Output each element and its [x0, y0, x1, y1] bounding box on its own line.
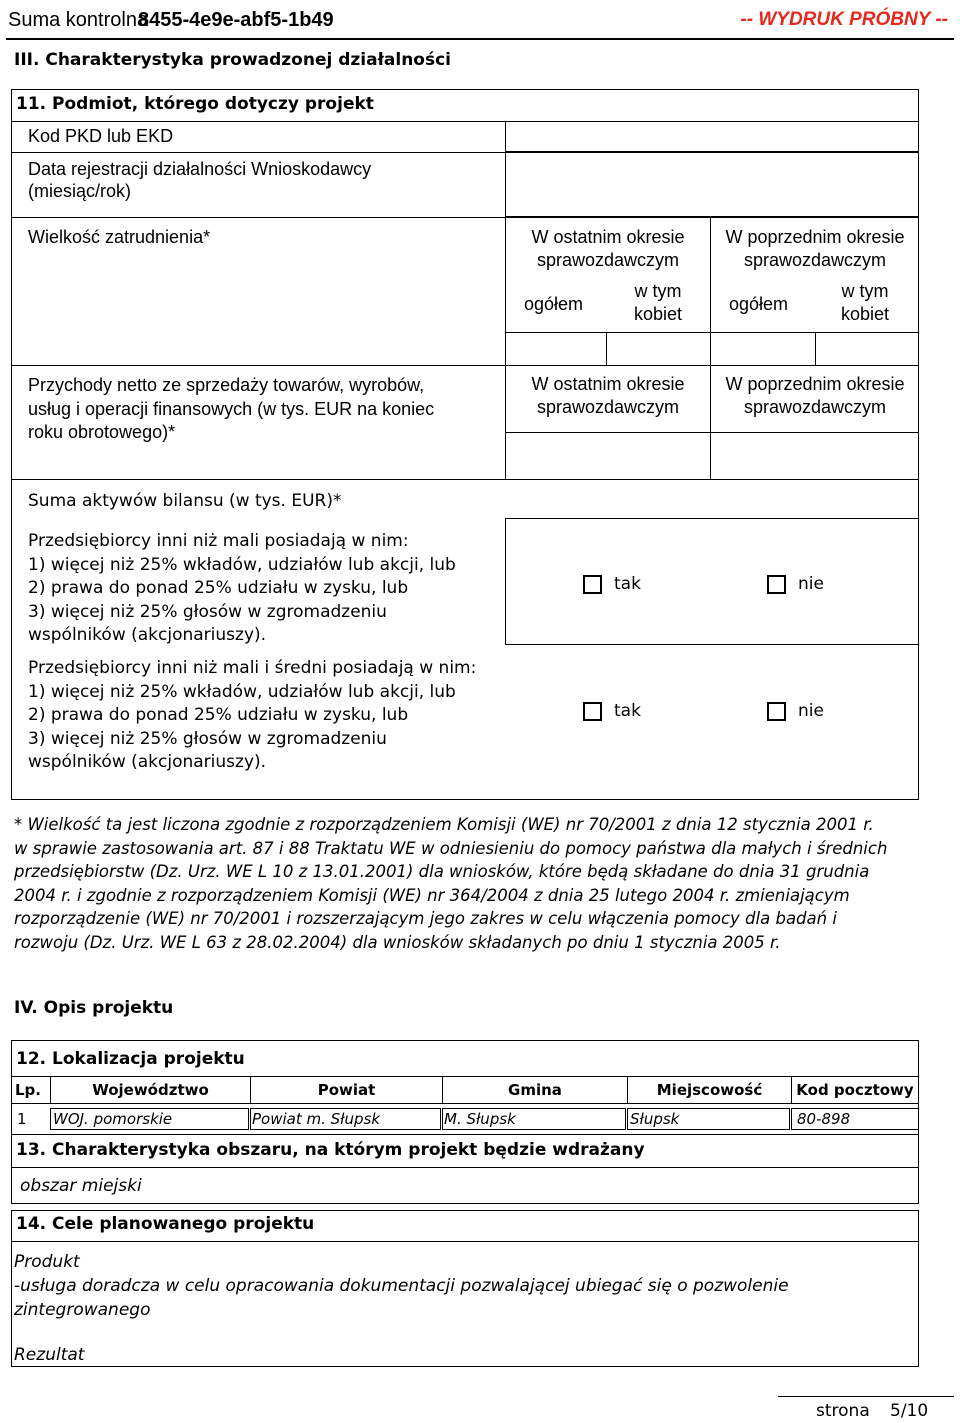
divider	[11, 1167, 919, 1168]
employment-last-women-input[interactable]	[606, 332, 711, 366]
footnote: * Wielkość ta jest liczona zgodnie z rozporządzeniem Komisji (WE) nr 70/2001 z dnia 12 stycznia 2001 r. w sprawie zastosowania art. 87 i 88 Traktatu WE w odniesieniu do pomocy państwa dla małych i średnich przedsiębiorstw (Dz. Urz. WE L 10 z 13.01.2001) dla wniosków, które będą składane do dnia 31 grudnia 2004 r. i zgodnie z rozporządzeniem Komisji (WE) nr 364/2004 z dnia 25 lutego 2004 r. zmieniającym rozporządzenie (WE) nr 70/2001 i rozszerzającym jego zakres w celu włączenia pomocy dla badań i rozwoju (Dz. Urz. WE L 63 z 28.02.2004) dla wniosków składanych po dniu 1 stycznia 2005 r.	[14, 815, 888, 952]
q1-yes-checkbox[interactable]	[583, 575, 602, 594]
result-label: Rezultat	[14, 1345, 85, 1365]
header-postal-code: Kod pocztowy	[796, 1081, 914, 1099]
header-county: Powiat	[317, 1081, 376, 1099]
assets-label: Suma aktywów bilansu (w tys. EUR)*	[28, 491, 342, 511]
q2-no-checkbox[interactable]	[767, 702, 786, 721]
revenue-last-period-cell	[505, 365, 711, 433]
section-13-title: 13. Charakterystyka obszaru, na którym projekt będzie wdrażany	[16, 1140, 645, 1160]
pkd-label: Kod PKD lub EKD	[28, 126, 174, 146]
employment-prev-period-header: W poprzednim okresie sprawozdawczym	[725, 227, 905, 270]
registration-date-label: Data rejestracji działalności Wnioskodawcy (miesiąc/rok)	[28, 159, 372, 201]
header-commune: Gmina	[508, 1081, 562, 1099]
ownership-question-2: Przedsiębiorcy inni niż mali i średni posiadają w nim: 1) więcej niż 25% wkładów, udziałów lub akcji, lub 2) prawa do ponad 25% udziału w zysku, lub 3) więcej niż 25% głosów w zgromadzeniu wspólników (akcjonariuszy).	[28, 658, 477, 772]
divider	[11, 217, 919, 218]
area-type-value: obszar miejski	[20, 1176, 142, 1196]
page-label: strona	[816, 1401, 870, 1421]
section-14-title: 14. Cele planowanego projektu	[16, 1214, 315, 1234]
row-postal-code: 80-898	[797, 1110, 851, 1128]
product-text: -usługa doradcza w celu opracowania dokumentacji pozwalającej ubiegać się o pozwolenie zintegrowanego	[14, 1276, 789, 1320]
employment-prev-women-label: w tym kobiet	[840, 281, 890, 324]
section-12-title: 12. Lokalizacja projektu	[16, 1049, 245, 1069]
employment-last-women-label: w tym kobiet	[633, 281, 683, 324]
row-lp: 1	[17, 1110, 27, 1128]
footer-divider	[778, 1396, 954, 1397]
employment-label: Wielkość zatrudnienia*	[28, 227, 211, 247]
page-number: 5/10	[890, 1401, 929, 1421]
row-county: Powiat m. Słupsk	[252, 1110, 381, 1128]
employment-last-total-label: ogółem	[524, 294, 584, 314]
q1-no-label: nie	[798, 574, 824, 594]
divider	[505, 518, 506, 645]
ownership-question-1: Przedsiębiorcy inni niż mali posiadają w nim: 1) więcej niż 25% wkładów, udziałów lub akcji, lub 2) prawa do ponad 25% udziału w zysku, lub 3) więcej niż 25% głosów w zgromadzeniu wspólników (akcjonariuszy).	[28, 531, 456, 645]
header-lp: Lp.	[15, 1081, 41, 1099]
registration-date-input[interactable]	[505, 152, 919, 217]
checksum-value: 8455-4e9e-abf5-1b49	[138, 9, 334, 31]
employment-prev-total-input[interactable]	[710, 332, 816, 366]
row-locality: Słupsk	[630, 1110, 680, 1128]
q2-yes-checkbox[interactable]	[583, 702, 602, 721]
section-3-title: III. Charakterystyka prowadzonej działalności	[14, 50, 452, 70]
pkd-input[interactable]	[505, 121, 919, 152]
employment-prev-women-input[interactable]	[815, 332, 919, 366]
header-locality: Miejscowość	[656, 1081, 763, 1099]
divider	[11, 479, 919, 480]
revenue-label: Przychody netto ze sprzedaży towarów, wyrobów, usług i operacji finansowych (w tys. EUR na koniec roku obrotowego)*	[28, 375, 435, 442]
revenue-prev-period-cell	[710, 365, 919, 433]
checksum-label: Suma kontrolna	[8, 9, 149, 31]
row-commune: M. Słupsk	[444, 1110, 516, 1128]
divider	[710, 432, 711, 480]
draft-watermark: -- WYDRUK PRÓBNY --	[740, 9, 948, 30]
header-divider	[6, 38, 954, 40]
product-label: Produkt	[14, 1252, 80, 1272]
q1-no-checkbox[interactable]	[767, 575, 786, 594]
row-voivodeship: WOJ. pomorskie	[53, 1110, 173, 1128]
revenue-prev-period-header: W poprzednim okresie sprawozdawczym	[725, 374, 905, 417]
revenue-last-period-header: W ostatnim okresie sprawozdawczym	[531, 374, 685, 417]
divider	[505, 518, 919, 519]
divider	[505, 432, 506, 480]
employment-last-total-input[interactable]	[505, 332, 607, 366]
q2-no-label: nie	[798, 701, 824, 721]
header-voivodeship: Województwo	[92, 1081, 209, 1099]
employment-last-period-header: W ostatnim okresie sprawozdawczym	[531, 227, 685, 270]
section-11-title: 11. Podmiot, którego dotyczy projekt	[16, 94, 374, 114]
q1-yes-label: tak	[614, 574, 641, 594]
divider	[505, 644, 919, 645]
divider	[11, 1241, 919, 1242]
employment-prev-total-label: ogółem	[729, 294, 789, 314]
q2-yes-label: tak	[614, 701, 641, 721]
section-4-title: IV. Opis projektu	[14, 998, 174, 1018]
